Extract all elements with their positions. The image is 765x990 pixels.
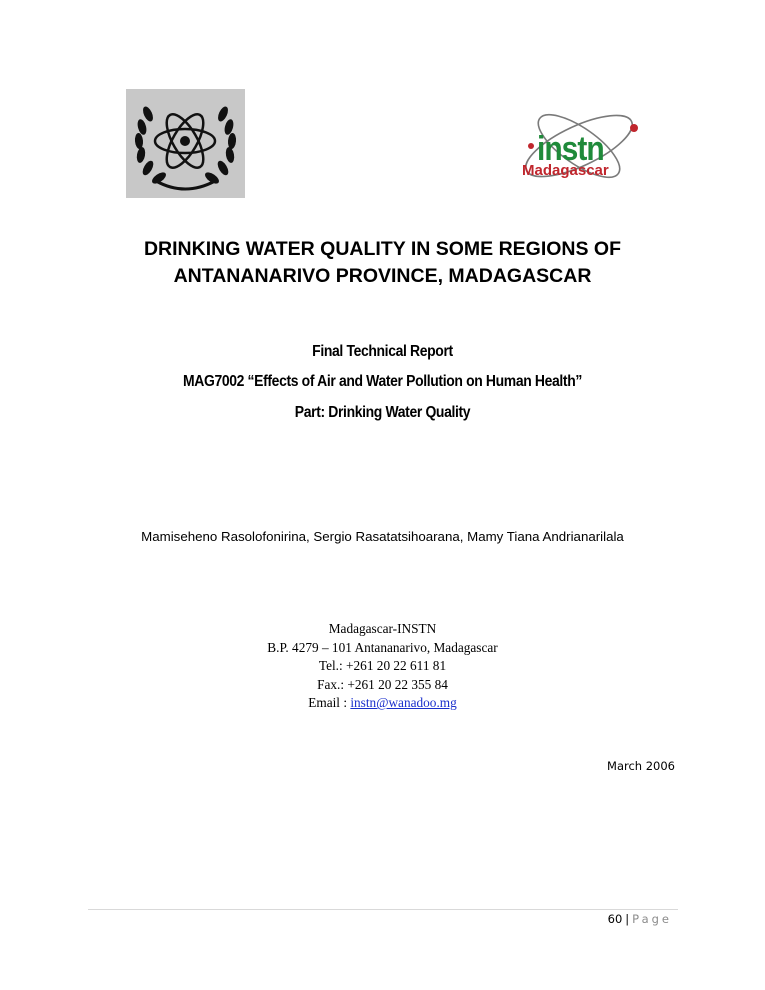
page-footer <box>608 912 672 926</box>
report-date: March 2006 <box>607 759 675 773</box>
report-part: Part: Drinking Water Quality <box>294 404 471 421</box>
email-line <box>150 694 615 713</box>
instn-logo <box>513 96 643 196</box>
page-number: 60 <box>607 912 623 926</box>
institution-name: Madagascar-INSTN <box>328 621 437 636</box>
footer-divider <box>88 909 678 910</box>
title-line-1: DRINKING WATER QUALITY IN SOME REGIONS OF <box>143 238 622 260</box>
telephone: Tel.: +261 20 22 611 81 <box>318 658 447 673</box>
instn-logo-word: instn <box>537 130 604 168</box>
address-block <box>150 620 615 713</box>
footer-separator: | <box>625 912 630 926</box>
title-line-2: ANTANANARIVO PROVINCE, MADAGASCAR <box>173 265 592 287</box>
iaea-emblem-icon <box>126 89 245 198</box>
instn-logo-country: Madagascar <box>522 162 609 179</box>
iaea-logo <box>126 89 245 198</box>
project-title: MAG7002 “Effects of Air and Water Pollution on Human Health” <box>182 373 583 390</box>
email-link[interactable]: instn@wanadoo.mg <box>350 695 457 710</box>
authors: Mamiseheno Rasolofonirina, Sergio Rasatatsihoarana, Mamy Tiana Andrianarilala <box>141 529 624 544</box>
document-title <box>100 236 665 290</box>
email-label: Email : <box>308 695 351 710</box>
report-type: Final Technical Report <box>312 343 453 360</box>
fax: Fax.: +261 20 22 355 84 <box>317 676 448 692</box>
page-label: Page <box>632 912 672 926</box>
postal-address: B.P. 4279 – 101 Antananarivo, Madagascar <box>267 639 498 655</box>
